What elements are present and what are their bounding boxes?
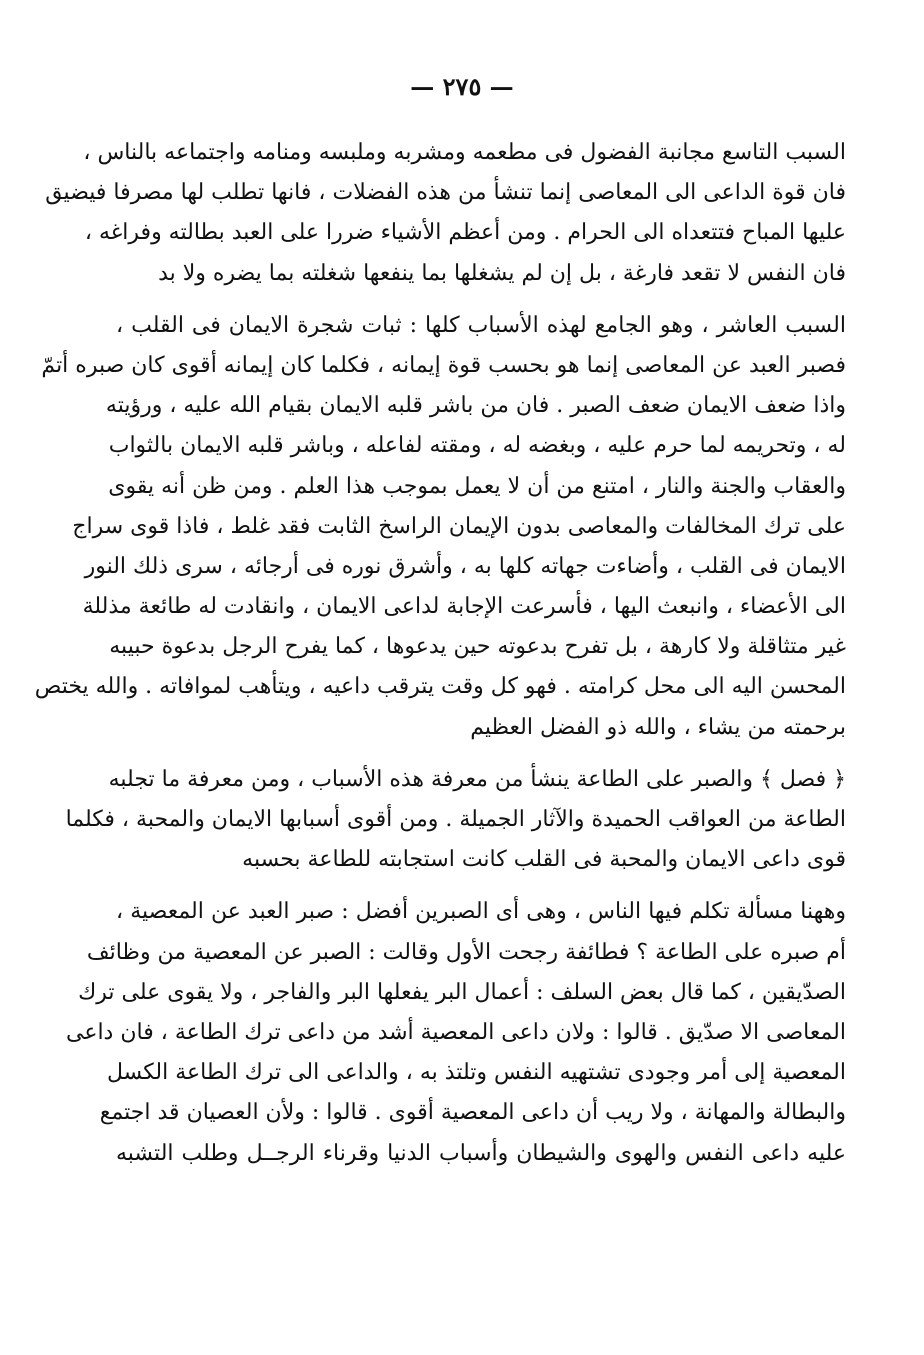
text-line: واذا ضعف الايمان ضعف الصبر . فان من باشر قلبه الايمان بقيام الله عليه ، ورؤيته <box>105 393 846 419</box>
text-line: على ترك المخالفات والمعاصى بدون الإيمان الراسخ الثابت فقد غلط ، فاذا قوى سراج <box>72 513 846 539</box>
text-line: المعصية إلى أمر وجودى تشتهيه النفس وتلتذ به ، والداعى الى ترك الطاعة الكسل <box>106 1060 846 1086</box>
paragraph-tenth-cause <box>34 306 846 748</box>
text-line: عليه داعى النفس والهوى والشيطان وأسباب الدنيا وقرناء الرجــل وطلب التشبه <box>116 1140 846 1166</box>
page-body <box>34 133 846 1174</box>
text-line: الصدّيقين ، كما قال بعض السلف : أعمال البر يفعلها البر والفاجر ، ولا يقوى على ترك <box>78 979 846 1005</box>
text-line: له ، وتحريمه لما حرم عليه ، وبغضه له ، ومقته لفاعله ، وباشر قلبه الايمان بالثواب <box>108 433 846 459</box>
text-line: السبب العاشر ، وهو الجامع لهذه الأسباب كلها : ثبات شجرة الايمان فى القلب ، <box>116 312 846 338</box>
text-line: الطاعة من العواقب الحميدة والآثار الجميلة . ومن أقوى أسبابها الايمان والمحبة ، فكلما <box>65 807 846 832</box>
text-line: فصبر العبد عن المعاصى إنما هو بحسب قوة إيمانه ، فكلما كان إيمانه أقوى كان صبره أتمّ <box>41 352 846 378</box>
text-line: المحسن اليه الى محل كرامته . فهو كل وقت يترقب داعيه ، ويتأهب لموافاته . والله يختص <box>34 674 846 700</box>
text-line: قوى داعى الايمان والمحبة فى القلب كانت استجابته للطاعة بحسبه <box>242 847 846 873</box>
text-line: والعقاب والجنة والنار ، امتنع من أن لا يعمل بموجب هذا العلم . ومن ظن أنه يقوى <box>108 473 846 499</box>
text-line: ﴿ فصل ﴾ والصبر على الطاعة ينشأ من معرفة هذه الأسباب ، ومن معرفة ما تجلبه <box>108 766 846 792</box>
text-line: برحمته من يشاء ، والله ذو الفضل العظيم <box>470 714 846 740</box>
text-line: السبب التاسع مجانبة الفضول فى مطعمه ومشربه وملبسه ومنامه واجتماعه بالناس ، <box>83 140 846 165</box>
text-line: أم صبره على الطاعة ؟ فطائفة رجحت الأول وقالت : الصبر عن المعصية من وظائف <box>86 939 846 965</box>
text-line: المعاصى الا صدّيق . قالوا : ولان داعى المعصية أشد من داعى ترك الطاعة ، فان داعى <box>65 1019 846 1045</box>
text-line: الى الأعضاء ، وانبعث اليها ، فأسرعت الإجابة لداعى الايمان ، وانقادت له طائعة مذللة <box>82 594 846 620</box>
paragraph-ninth-cause <box>45 133 846 294</box>
text-line: غير متثاقلة ولا كارهة ، بل تفرح بدعوته حين يدعوها ، كما يفرح الرجل بدعوة حبيبه <box>109 634 846 660</box>
text-line: فان قوة الداعى الى المعاصى إنما تنشأ من هذه الفضلات ، فانها تطلب لها مصرفا فيضيق <box>45 180 846 206</box>
text-line: وههنا مسألة تكلم فيها الناس ، وهى أى الصبرين أفضل : صبر العبد عن المعصية ، <box>116 899 846 925</box>
text-line: فان النفس لا تقعد فارغة ، بل إن لم يشغلها بما ينفعها شغلته بما يضره ولا بد <box>158 260 846 286</box>
text-line: عليها المباح فتتعداه الى الحرام . ومن أعظم الأشياء ضررا على العبد بطالته وفراغه ، <box>84 220 846 246</box>
text-line: الايمان فى القلب ، وأضاءت جهاته كلها به ، وأشرق نوره فى أرجائه ، سرى ذلك النور <box>84 553 846 579</box>
paragraph-question <box>65 892 846 1173</box>
text-line: والبطالة والمهانة ، ولا ريب أن داعى المعصية أقوى . قالوا : ولأن العصيان قد اجتمع <box>99 1100 846 1126</box>
page-number: — ٢٧٥ — <box>410 72 514 101</box>
paragraph-fasl <box>65 760 846 881</box>
